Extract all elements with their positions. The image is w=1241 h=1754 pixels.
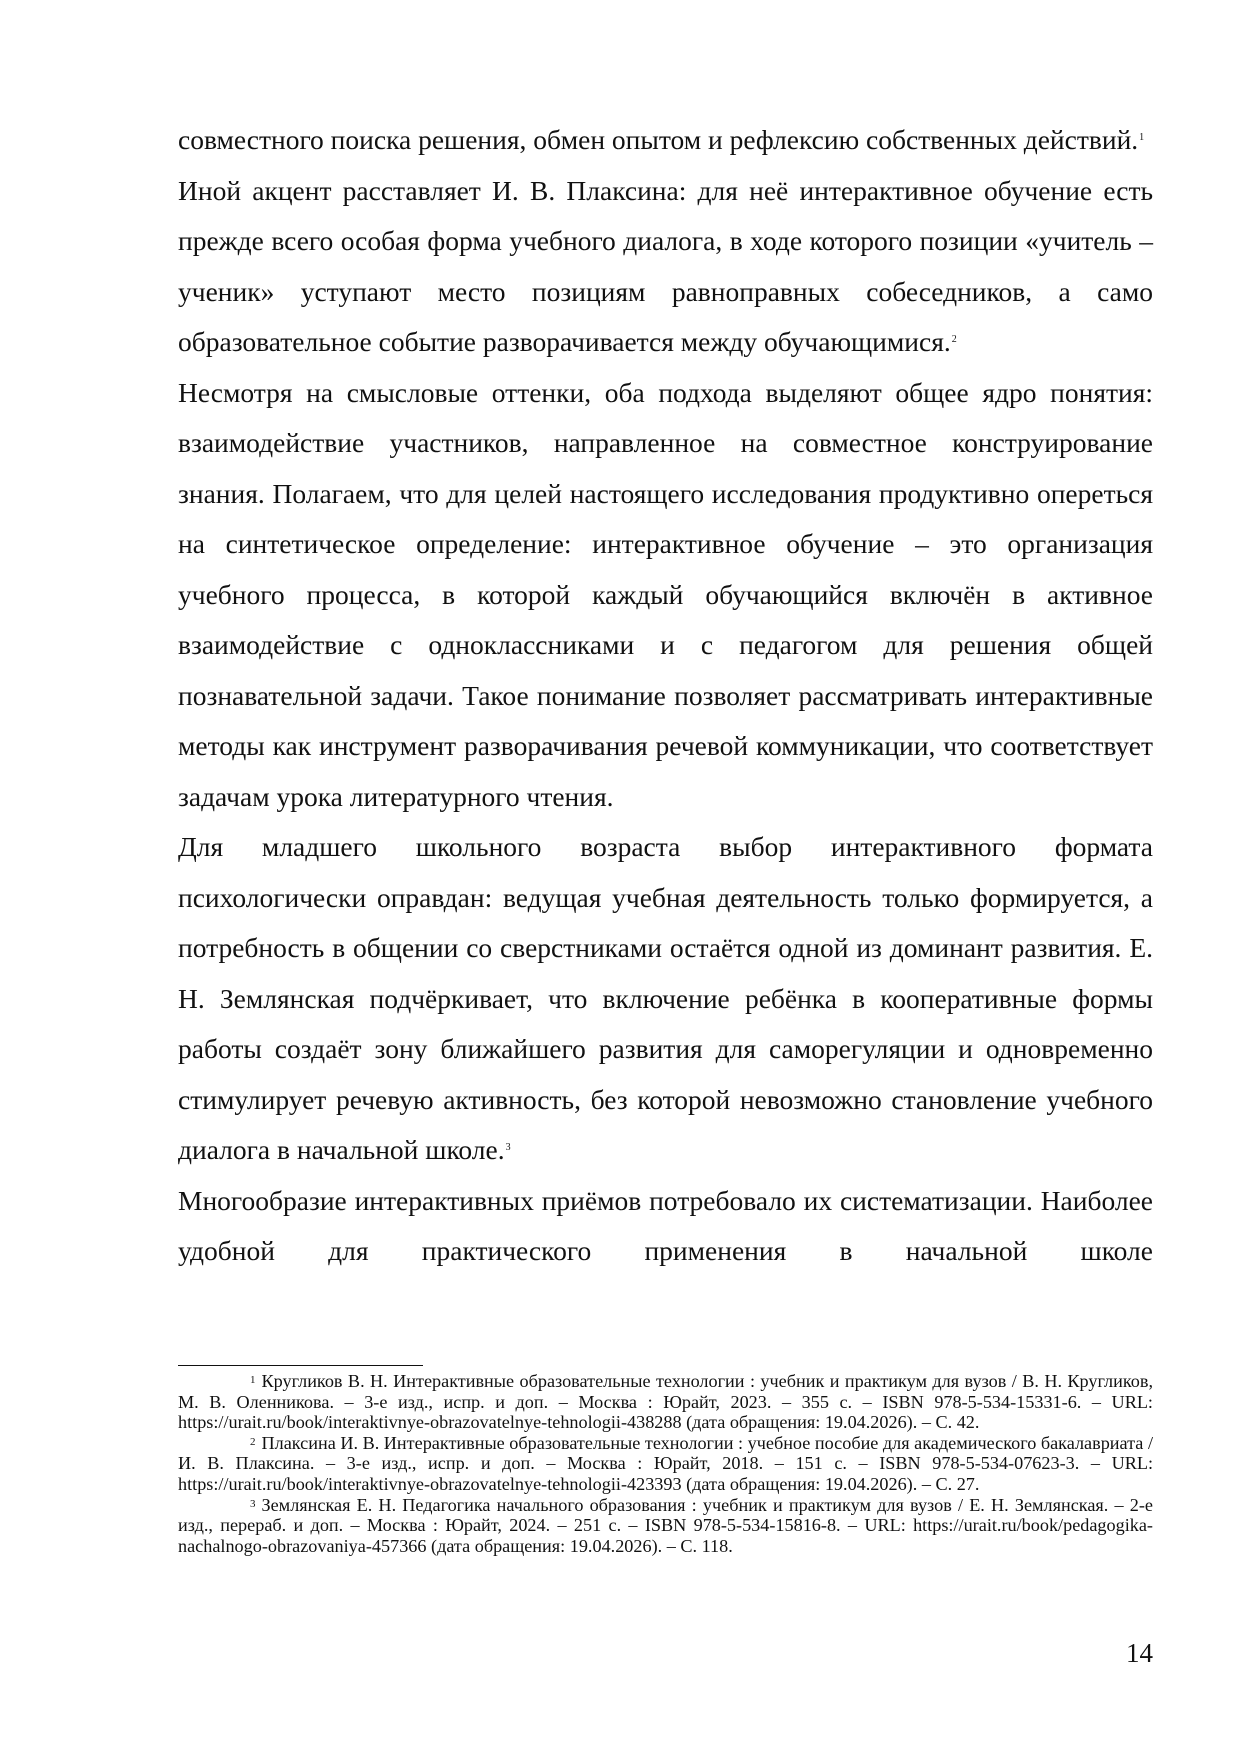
- footnote-text: Плаксина И. В. Интерактивные образовательные технологии : учебное пособие для академического бакалавриата / И. В. Плаксина. – 3-е изд., испр. и доп. – Москва : Юрайт, 2018. – 151 с. – ISBN 978-5-534-07623-3. – URL: https://urait.ru/book/interaktivnye-obrazovatelnye-tehnologii-423393 (дата обращения: 19.04.2026). – С. 27.: [178, 1432, 1153, 1494]
- footnote-number: 2: [250, 1435, 256, 1448]
- page-number: 14: [1126, 1638, 1153, 1668]
- paragraph-3: [178, 368, 1153, 823]
- paragraph-text: совместного поиска решения, обмен опытом и рефлексию собственных действий.: [178, 124, 1139, 155]
- footnote-separator: [178, 1365, 423, 1366]
- paragraph-text: Иной акцент расставляет И. В. Плаксина: для неё интерактивное обучение есть прежде всего особая форма учебного диалога, в ходе которого позиции «учитель – ученик» уступают место позициям равноправных собеседников, а само образовательное событие разворачивается между обучающимися.: [178, 174, 1153, 357]
- footnote-text: Кругликов В. Н. Интерактивные образовательные технологии : учебник и практикум для вузов / В. Н. Кругликов, М. В. Оленникова. – 3-е изд., испр. и доп. – Москва : Юрайт, 2023. – 355 с. – ISBN 978-5-534-15331-6. – URL: https://urait.ru/book/interaktivnye-obrazovatelnye-tehnologii-438288 (дата обращения: 19.04.2026). – С. 42.: [178, 1371, 1153, 1433]
- footnote-reference: 1: [1139, 132, 1145, 143]
- main-text: [178, 115, 1153, 1277]
- footnote-reference: 3: [505, 1142, 511, 1153]
- paragraph-1: [178, 115, 1153, 166]
- footnote-2: [178, 1433, 1153, 1495]
- paragraph-text: Для младшего школьного возраста выбор интерактивного формата психологически оправдан: ведущая учебная деятельность только формируется, а потребность в общении со сверстниками остаётся одной из доминант развития. Е. Н. Землянская подчёркивает, что включение ребёнка в кооперативные формы работы создаёт зону ближайшего развития для саморегуляции и одновременно стимулирует речевую активность, без которой невозможно становление учебного диалога в начальной школе.: [178, 831, 1153, 1165]
- paragraph-4: [178, 822, 1153, 1176]
- footnote-3: [178, 1495, 1153, 1557]
- paragraph-5: [178, 1176, 1153, 1277]
- footnotes: [178, 1371, 1153, 1556]
- paragraph-text: Несмотря на смысловые оттенки, оба подхода выделяют общее ядро понятия: взаимодействие участников, направленное на совместное конструирование знания. Полагаем, что для целей настоящего исследования продуктивно опереться на синтетическое определение: интерактивное обучение – это организация учебного процесса, в которой каждый обучающийся включён в активное взаимодействие с одноклассниками и с педагогом для решения общей познавательной задачи. Такое понимание позволяет рассматривать интерактивные методы как инструмент разворачивания речевой коммуникации, что соответствует задачам урока литературного чтения.: [178, 376, 1153, 812]
- paragraph-text: Многообразие интерактивных приёмов потребовало их систематизации. Наиболее удобной для практического применения в начальной школе: [178, 1184, 1153, 1266]
- footnote-reference: 2: [951, 334, 957, 345]
- footnote-number: 1: [250, 1374, 256, 1386]
- footnote-number: 3: [250, 1497, 256, 1510]
- paragraph-2: [178, 166, 1153, 368]
- footnote-1: [178, 1371, 1153, 1433]
- footnote-text: Землянская Е. Н. Педагогика начального образования : учебник и практикум для вузов / Е. Н. Землянская. – 2-е изд., перераб. и доп. – Москва : Юрайт, 2024. – 251 с. – ISBN 978-5-534-15816-8. – URL: https://urait.ru/book/pedagogika-nachalnogo-obrazovaniya-457366 (дата обращения: 19.04.2026). – С. 118.: [178, 1494, 1153, 1556]
